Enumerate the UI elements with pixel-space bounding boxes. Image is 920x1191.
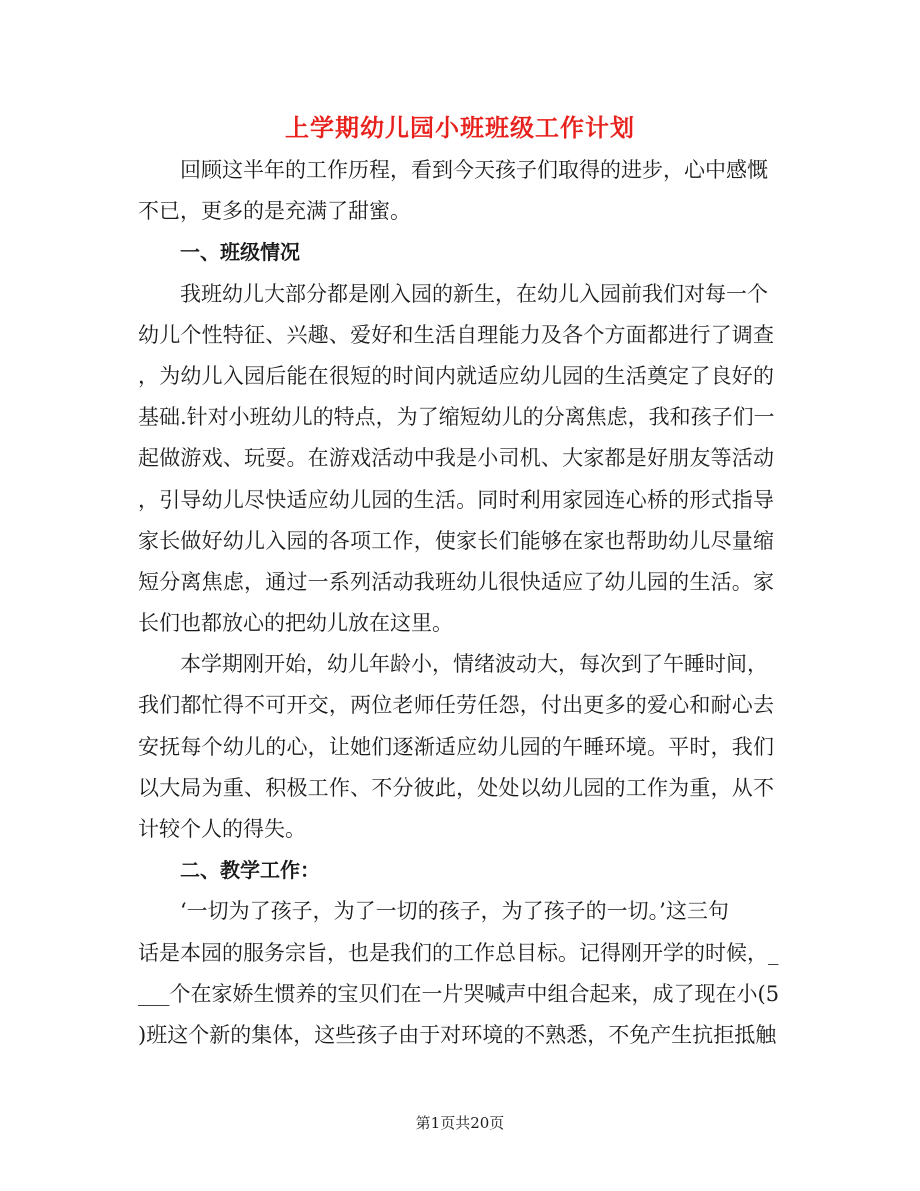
paragraph-line: ，为幼儿入园后能在很短的时间内就适应幼儿园的生活奠定了良好的 bbox=[138, 363, 774, 388]
paragraph-line: 以大局为重、积极工作、不分彼此，处处以幼儿园的工作为重，从不 bbox=[138, 775, 774, 800]
paragraph-line: 话是本园的服务宗旨，也是我们的工作总目标。记得刚开学的时候，_ bbox=[138, 940, 779, 965]
paragraph-line: 我班幼儿大部分都是刚入园的新生，在幼儿入园前我们对每一个 bbox=[180, 281, 768, 306]
section-heading: 二、教学工作： bbox=[180, 858, 320, 883]
paragraph-line: ，引导幼儿尽快适应幼儿园的生活。同时利用家园连心桥的形式指导 bbox=[138, 487, 774, 512]
paragraph-line: ___个在家娇生惯养的宝贝们在一片哭喊声中组合起来，成了现在小(5 bbox=[138, 981, 780, 1006]
paragraph-line: 起做游戏、玩耍。在游戏活动中我是小司机、大家都是好朋友等活动 bbox=[138, 446, 774, 471]
document-body bbox=[138, 150, 780, 1056]
paragraph-line: 我们都忙得不可开交，两位老师任劳任怨，付出更多的爱心和耐心去 bbox=[138, 693, 774, 718]
paragraph-line: 长们也都放心的把幼儿放在这里。 bbox=[138, 611, 453, 636]
paragraph-line: 安抚每个幼儿的心，让她们逐渐适应幼儿园的午睡环境。平时，我们 bbox=[138, 734, 774, 759]
page-number-footer: 第1页共20页 bbox=[415, 1114, 505, 1132]
paragraph-line: ‘一切为了孩子，为了一切的孩子，为了孩子的一切。’这三句 bbox=[180, 899, 729, 924]
paragraph-line: 短分离焦虑，通过一系列活动我班幼儿很快适应了幼儿园的生活。家 bbox=[138, 569, 774, 594]
paragraph-line: 本学期刚开始，幼儿年龄小，情绪波动大，每次到了午睡时间， bbox=[180, 652, 768, 677]
paragraph-line: 回顾这半年的工作历程，看到今天孩子们取得的进步，心中感慨 bbox=[180, 158, 768, 182]
paragraph-line: 幼儿个性特征、兴趣、爱好和生活自理能力及各个方面都进行了调查 bbox=[138, 322, 774, 347]
paragraph-line: 基础.针对小班幼儿的特点，为了缩短幼儿的分离焦虑，我和孩子们一 bbox=[138, 405, 775, 430]
paragraph-line: )班这个新的集体，这些孩子由于对环境的不熟悉，不免产生抗拒抵触 bbox=[138, 1022, 777, 1047]
document-title: 上学期幼儿园小班班级工作计划 bbox=[285, 114, 635, 142]
paragraph-line: 计较个人的得失。 bbox=[138, 817, 306, 841]
section-heading: 一、班级情况 bbox=[180, 240, 300, 265]
paragraph-line: 家长做好幼儿入园的各项工作，使家长们能够在家也帮助幼儿尽量缩 bbox=[138, 528, 774, 553]
paragraph-line: 不已，更多的是充满了甜蜜。 bbox=[138, 199, 411, 224]
